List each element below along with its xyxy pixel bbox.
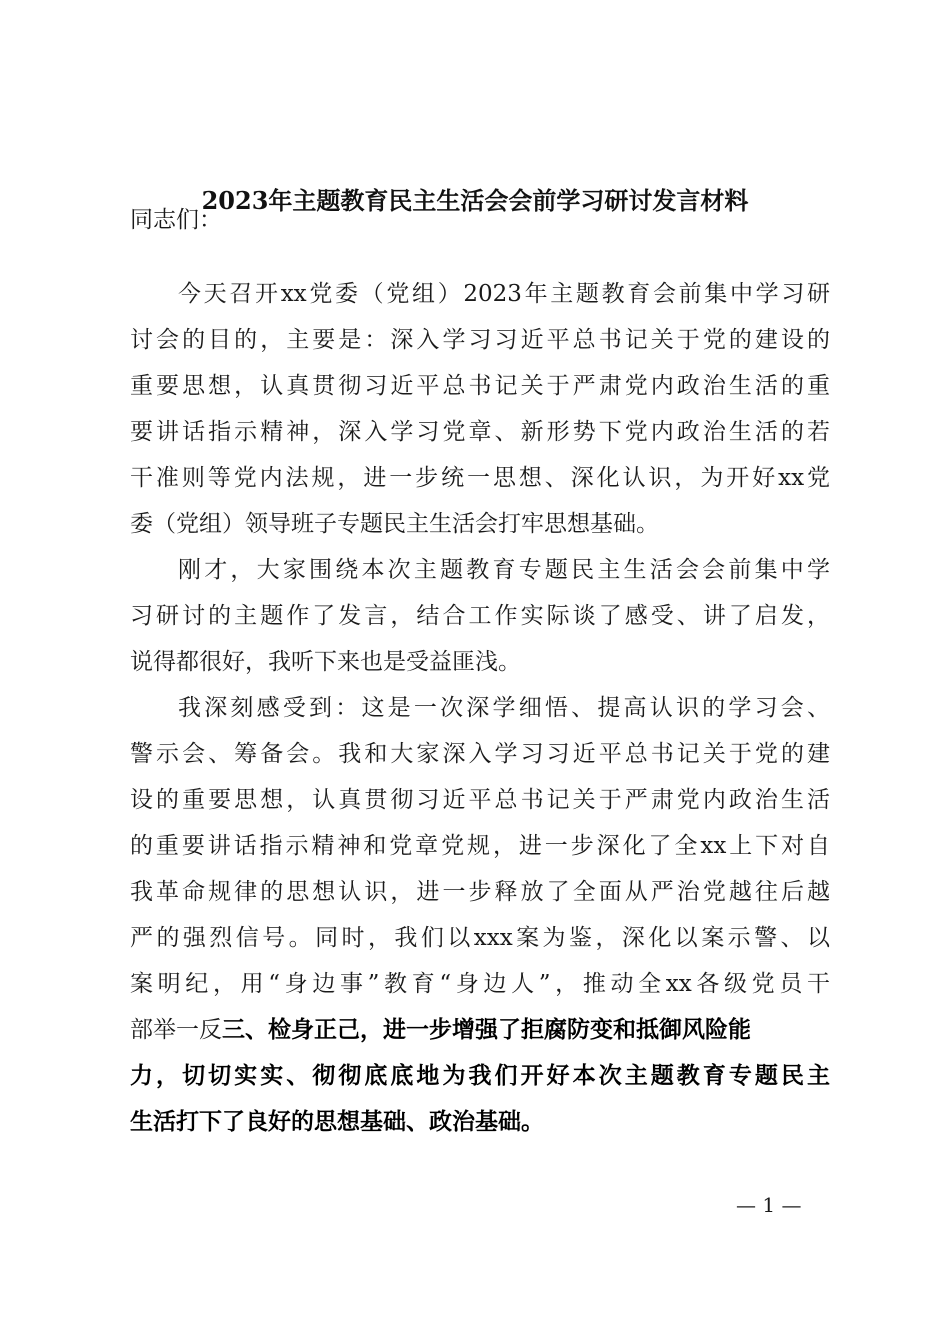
paragraph-line: 要讲话指示精神，深入学习党章、新形势下党内政治生活的若	[130, 419, 830, 445]
paragraph-mixed-line	[130, 1007, 830, 1053]
plain-text-segment: 部举一反	[130, 1017, 222, 1043]
bold-text-segment: 三、检身正己，进一步增强了拒腐防变和抵御风险能	[222, 1017, 751, 1043]
paragraph-2	[130, 547, 830, 685]
paragraph-line: 习研讨的主题作了发言，结合工作实际谈了感受、讲了启发，	[130, 603, 830, 629]
paragraph-line: 今天召开xx党委（党组）2023年主题教育会前集中学习研	[178, 281, 830, 307]
paragraph-line: 严的强烈信号。同时，我们以xxx案为鉴，深化以案示警、以	[130, 925, 830, 951]
paragraph-1	[130, 271, 830, 547]
paragraph-line: 案明纪，用“身边事”教育“身边人”，推动全xx各级党员干	[130, 971, 830, 997]
paragraph-line: 我深刻感受到：这是一次深学细悟、提高认识的学习会、	[178, 695, 830, 721]
bold-paragraph-line: 生活打下了良好的思想基础、政治基础。	[130, 1109, 544, 1135]
salutation: 同志们：	[130, 207, 222, 233]
document-title: 2023年主题教育民主生活会会前学习研讨发言材料	[201, 186, 749, 215]
paragraph-3	[130, 685, 830, 1145]
paragraph-line: 讨会的目的，主要是：深入学习习近平总书记关于党的建设的	[130, 327, 830, 353]
paragraph-line: 刚才，大家围绕本次主题教育专题民主生活会会前集中学	[178, 557, 830, 583]
paragraph-line: 警示会、筹备会。我和大家深入学习习近平总书记关于党的建	[130, 741, 830, 767]
paragraph-line: 的重要讲话指示精神和党章党规，进一步深化了全xx上下对自	[130, 833, 830, 859]
bold-paragraph-line: 力，切切实实、彻彻底底地为我们开好本次主题教育专题民主	[130, 1063, 830, 1089]
paragraph-line: 委（党组）领导班子专题民主生活会打牢思想基础。	[130, 511, 659, 537]
paragraph-line: 说得都很好，我听下来也是受益匪浅。	[130, 649, 521, 675]
paragraph-line: 我革命规律的思想认识，进一步释放了全面从严治党越往后越	[130, 879, 830, 905]
paragraph-line: 干准则等党内法规，进一步统一思想、深化认识，为开好xx党	[130, 465, 830, 491]
page-number: — 1 —	[736, 1193, 802, 1217]
paragraph-line: 设的重要思想，认真贯彻习近平总书记关于严肃党内政治生活	[130, 787, 830, 813]
paragraph-line: 重要思想，认真贯彻习近平总书记关于严肃党内政治生活的重	[130, 373, 830, 399]
